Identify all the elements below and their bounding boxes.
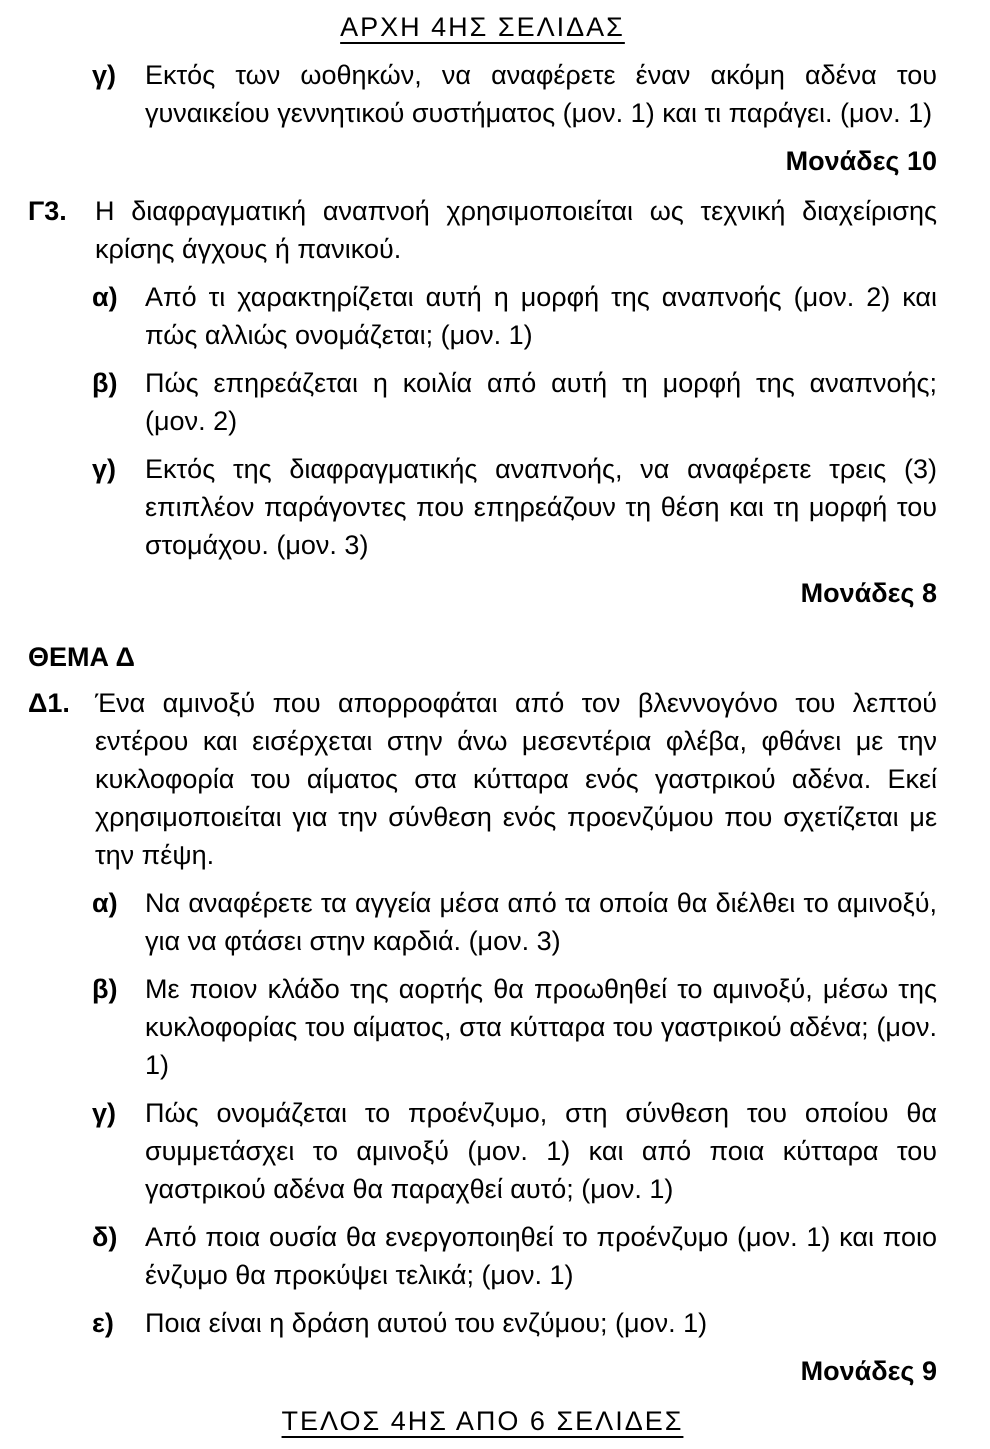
item-label: ε) (92, 1308, 114, 1338)
question-d1-alpha (92, 884, 937, 960)
item-text: Εκτός των ωοθηκών, να αναφέρετε έναν ακόμη αδένα του γυναικείου γεννητικού συστήματος (μον. 1) και τι παράγει. (μον. 1) (145, 60, 937, 128)
item-text: Ένα αμινοξύ που απορροφάται από τον βλεννογόνο του λεπτού εντέρου και εισέρχεται στην άνω μεσεντέρια φλέβα, φθάνει με την κυκλοφορία του αίματος στα κύτταρα ενός γαστρικού αδένα. Εκεί χρησιμοποιείται για την σύνθεση ενός προενζύμου που σχετίζεται με την πέψη. (95, 688, 937, 870)
item-label: β) (92, 368, 118, 398)
question-g3-gamma (92, 450, 937, 564)
question-g3-beta (92, 364, 937, 440)
item-label: Γ3. (28, 196, 67, 226)
item-label: α) (92, 282, 118, 312)
item-label: β) (92, 974, 118, 1004)
theme-d-heading: ΘΕΜΑ Δ (28, 642, 135, 672)
item-text: Ποια είναι η δράση αυτού του ενζύμου; (μον. 1) (145, 1308, 708, 1338)
item-text: Πώς ονομάζεται το προένζυμο, στη σύνθεση του οποίου θα συμμετάσχει το αμινοξύ (μον. 1) και από ποια κύτταρα του γαστρικού αδένα θα παραχθεί αυτό; (μον. 1) (145, 1098, 937, 1204)
marks-total-8: Μονάδες 8 (800, 578, 937, 608)
item-label: δ) (92, 1222, 118, 1252)
question-d1-beta (92, 970, 937, 1084)
item-text: Από τι χαρακτηρίζεται αυτή η μορφή της αναπνοής (μον. 2) και πώς αλλιώς ονομάζεται; (μον. 1) (145, 282, 937, 350)
item-label: γ) (92, 1098, 117, 1128)
page-start-text: ΑΡΧΗ 4ΗΣ ΣΕΛΙΔΑΣ (340, 12, 625, 42)
page-start-marker (28, 8, 937, 46)
item-text: Από ποια ουσία θα ενεργοποιηθεί το προένζυμο (μον. 1) και ποιο ένζυμο θα προκύψει τελικά; (μον. 1) (145, 1222, 937, 1290)
question-d1 (28, 684, 937, 874)
item-text: Να αναφέρετε τα αγγεία μέσα από τα οποία θα διέλθει το αμινοξύ, για να φτάσει στην καρδιά. (μον. 3) (145, 888, 937, 956)
marks-total-9: Μονάδες 9 (800, 1356, 937, 1386)
question-gamma-continued (92, 56, 937, 132)
question-d1-delta (92, 1218, 937, 1294)
item-label: α) (92, 888, 118, 918)
page-end-marker (28, 1402, 937, 1440)
marks-total-10: Μονάδες 10 (785, 146, 937, 176)
item-label: γ) (92, 454, 117, 484)
item-label: Δ1. (28, 688, 70, 718)
item-text: Με ποιον κλάδο της αορτής θα προωθηθεί το αμινοξύ, μέσω της κυκλοφορίας του αίματος, στα κύτταρα του γαστρικού αδένα; (μον. 1) (145, 974, 937, 1080)
item-label: γ) (92, 60, 117, 90)
item-text: Εκτός της διαφραγματικής αναπνοής, να αναφέρετε τρεις (3) επιπλέον παράγοντες που επηρεάζουν τη θέση και τη μορφή του στομάχου. (μον. 3) (145, 454, 937, 560)
question-g3-alpha (92, 278, 937, 354)
item-text: Πώς επηρεάζεται η κοιλία από αυτή τη μορφή της αναπνοής; (μον. 2) (145, 368, 937, 436)
page-end-text: ΤΕΛΟΣ 4ΗΣ ΑΠΟ 6 ΣΕΛΙΔΕΣ (281, 1406, 684, 1436)
question-d1-gamma (92, 1094, 937, 1208)
question-g3 (28, 192, 937, 268)
item-text: Η διαφραγματική αναπνοή χρησιμοποιείται ως τεχνική διαχείρισης κρίσης άγχους ή πανικού. (95, 196, 937, 264)
question-d1-epsilon (92, 1304, 937, 1342)
